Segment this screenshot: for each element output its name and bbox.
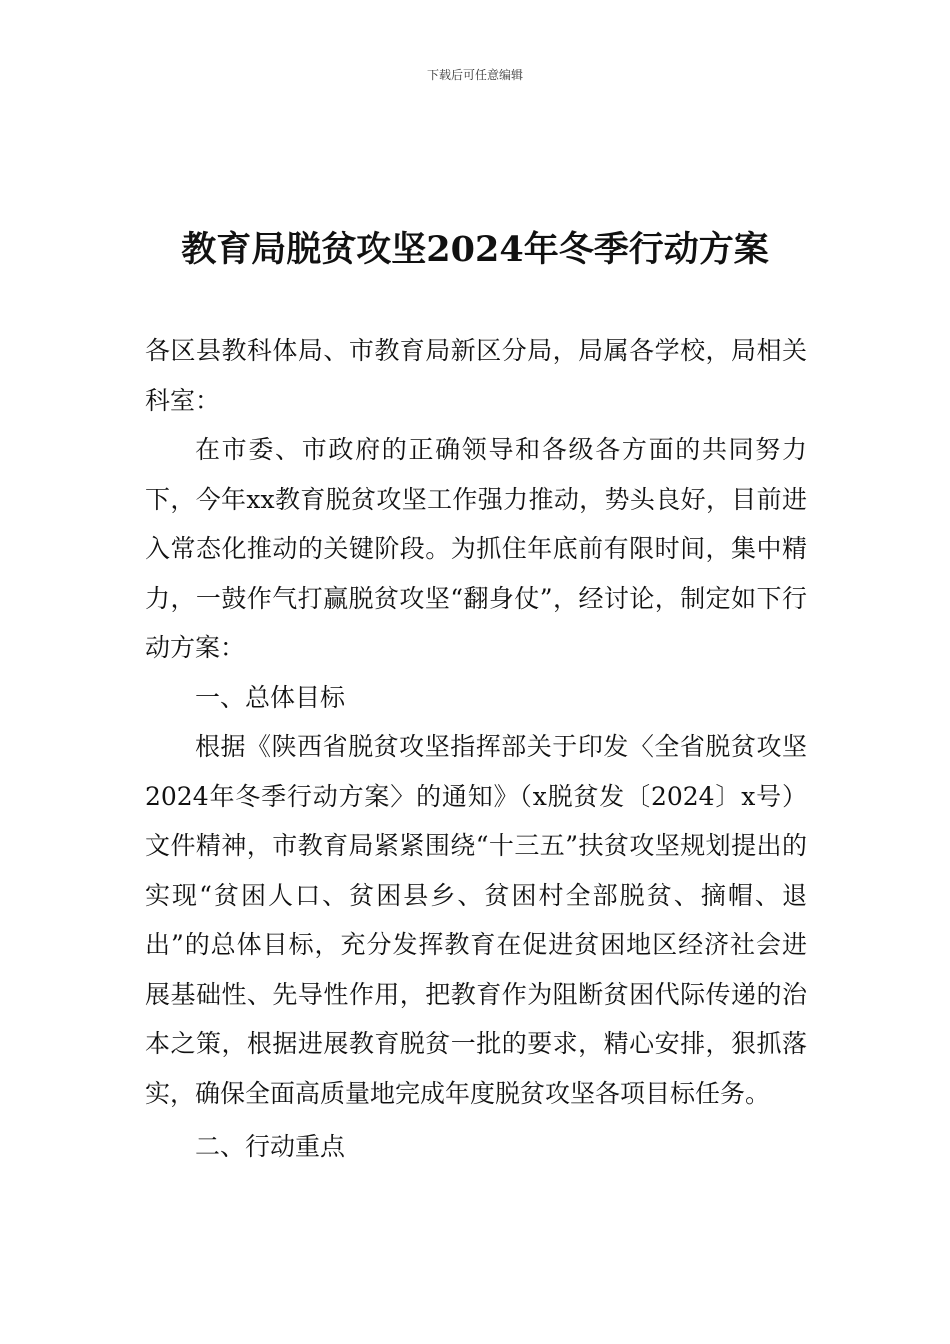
salutation: 各区县教科体局、市教育局新区分局，局属各学校，局相关科室：	[145, 336, 807, 415]
document-body	[145, 326, 807, 1172]
paragraph-goal: 根据《陕西省脱贫攻坚指挥部关于印发〈全省脱贫攻坚2024年冬季行动方案〉的通知》（x脱贫发〔2024〕x号）文件精神，市教育局紧紧围绕“十三五”扶贫攻坚规划提出的实现“贫困人口、贫困县乡、贫困村全部脱贫、摘帽、退出”的总体目标，充分发挥教育在促进贫困地区经济社会进展基础性、先导性作用，把教育作为阻断贫困代际传递的治本之策，根据进展教育脱贫一批的要求，精心安排，狠抓落实，确保全面高质量地完成年度脱贫攻坚各项目标任务。	[145, 732, 807, 1108]
section-heading-1: 一、总体目标	[195, 682, 346, 712]
paragraph-intro: 在市委、市政府的正确领导和各级各方面的共同努力下，今年xx教育脱贫攻坚工作强力推动，势头良好，目前进入常态化推动的关键阶段。为抓住年底前有限时间，集中精力，一鼓作气打赢脱贫攻坚“翻身仗”，经讨论，制定如下行动方案：	[145, 435, 807, 662]
document-title: 教育局脱贫攻坚2024年冬季行动方案	[181, 229, 769, 270]
header-note: 下载后可任意编辑	[426, 68, 523, 82]
section-heading-2: 二、行动重点	[195, 1132, 346, 1161]
